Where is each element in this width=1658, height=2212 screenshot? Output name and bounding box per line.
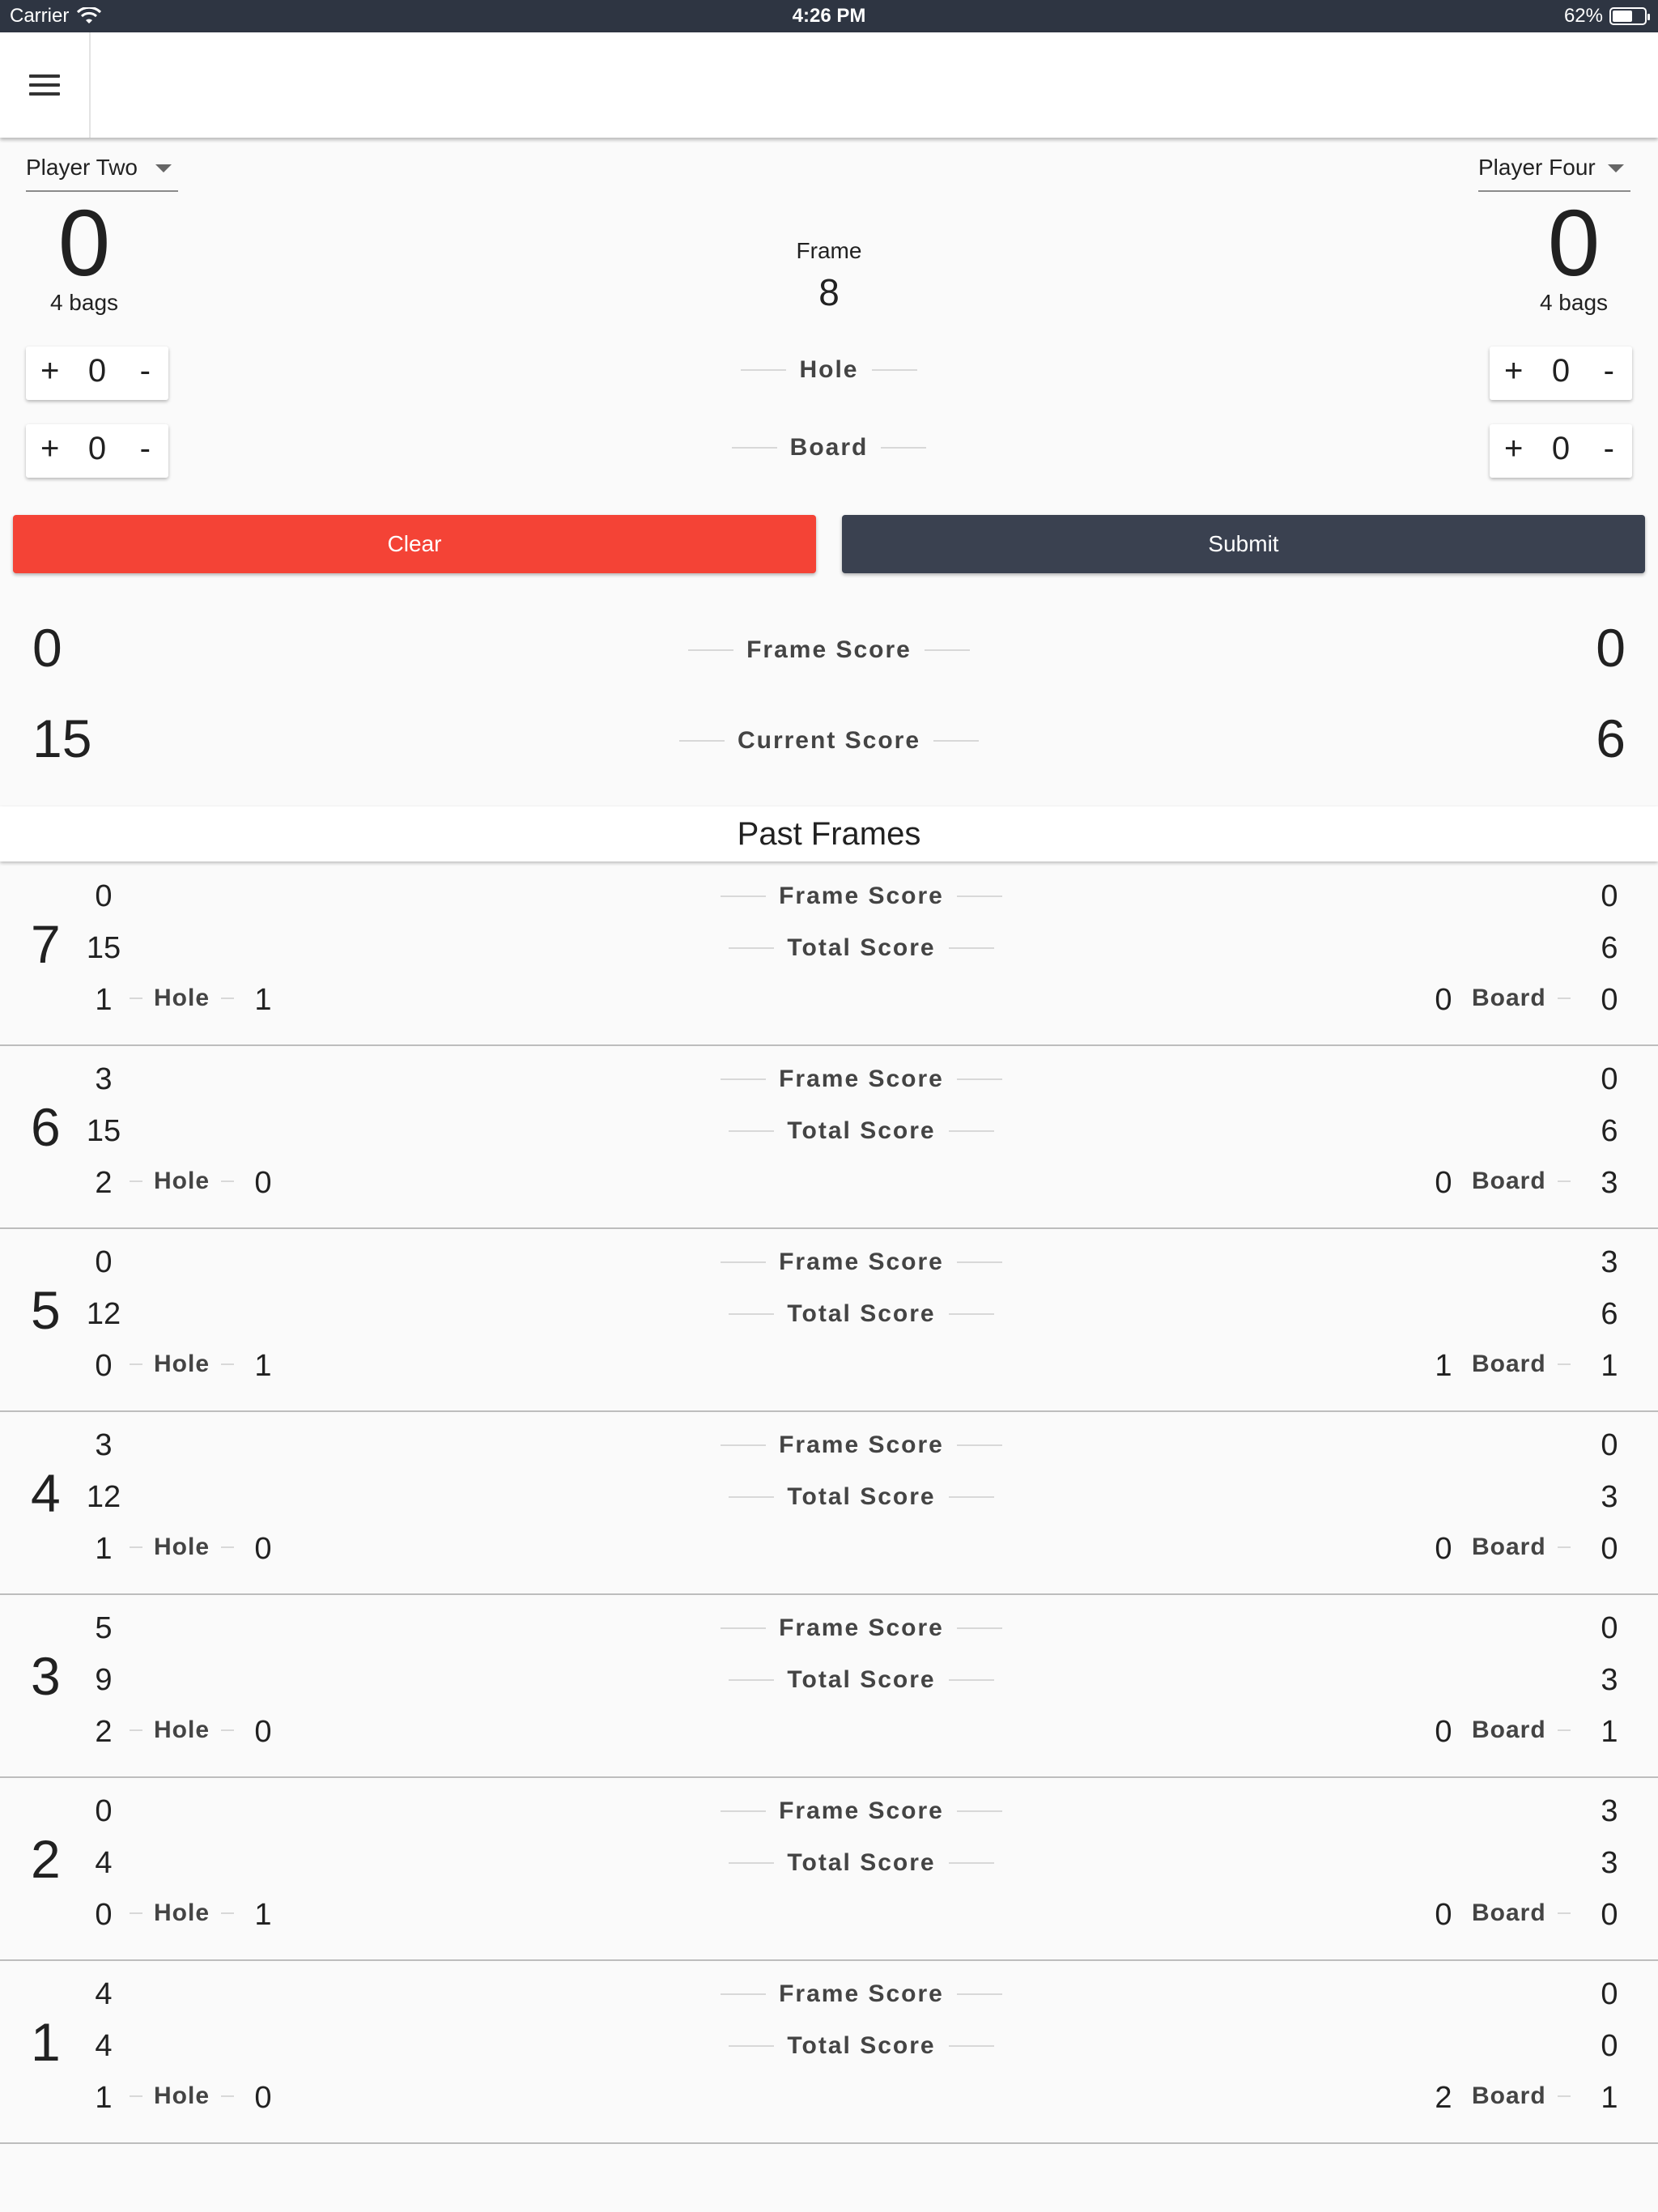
app-bar (0, 32, 1658, 138)
right-board-value: 0 (1551, 431, 1571, 466)
past-frame-score-divider (0, 1614, 1658, 1642)
frame-score-label-text: Frame Score (779, 1066, 944, 1092)
left-past-board-count: 1 (95, 2081, 113, 2115)
right-player-select[interactable] (1478, 148, 1630, 192)
left-past-board-count: 2 (95, 1166, 113, 1200)
frame-label: Frame (796, 238, 862, 263)
past-frame-row (0, 1778, 1658, 1961)
past-frame-score-divider (0, 1249, 1658, 1276)
past-frame-number: 5 (31, 1280, 61, 1340)
right-past-total-score: 6 (1601, 1297, 1618, 1331)
left-past-total-score: 4 (95, 1846, 113, 1880)
past-frame-row (0, 1595, 1658, 1778)
past-board-label (1472, 2082, 1571, 2110)
right-past-board-count: 1 (1601, 1715, 1618, 1749)
right-past-total-score: 6 (1601, 931, 1618, 965)
left-past-board-count: 1 (95, 1532, 113, 1566)
board-label-text: Board (1472, 1716, 1546, 1743)
left-player-bags: 4 bags (49, 290, 119, 315)
frame-score-label-text: Frame Score (779, 883, 944, 909)
carrier-label: Carrier (10, 5, 70, 27)
left-past-hole-count: 1 (254, 983, 272, 1017)
right-past-frame-score: 0 (1601, 1062, 1618, 1096)
hole-label-text: Hole (154, 1534, 210, 1560)
past-hole-label (130, 985, 234, 1012)
frame-score-label-text: Frame Score (779, 1797, 944, 1824)
right-past-total-score: 3 (1601, 1480, 1618, 1514)
hole-label-text: Hole (154, 1716, 210, 1743)
frame-score-label-text: Frame Score (779, 1614, 944, 1641)
past-frame-score-divider (0, 1797, 1658, 1825)
past-frame-number: 7 (31, 914, 61, 974)
total-score-label-text: Total Score (787, 2032, 936, 2059)
right-player-bags: 4 bags (1539, 290, 1609, 315)
past-hole-label (130, 1899, 234, 1927)
left-past-frame-score: 0 (95, 1794, 113, 1828)
past-total-score-divider (0, 1117, 1658, 1145)
right-past-hole-count: 0 (1435, 1898, 1452, 1932)
past-hole-label (130, 1534, 234, 1561)
past-frame-row (0, 1961, 1658, 2144)
right-past-hole-count: 0 (1435, 1715, 1452, 1749)
right-past-hole-count: 2 (1435, 2081, 1452, 2115)
hole-label-text: Hole (154, 1351, 210, 1377)
frame-number: 8 (818, 271, 840, 313)
right-past-board-count: 1 (1601, 2081, 1618, 2115)
frame-score-label-text: Frame Score (779, 1249, 944, 1275)
past-frame-number: 4 (31, 1463, 61, 1523)
total-score-label-text: Total Score (787, 1666, 936, 1693)
left-past-total-score: 15 (86, 1114, 121, 1148)
total-score-label-text: Total Score (787, 1849, 936, 1876)
right-past-frame-score: 0 (1601, 1977, 1618, 2011)
past-frame-row (0, 1229, 1658, 1412)
left-past-frame-score: 0 (95, 879, 113, 913)
hole-label-text: Hole (154, 985, 210, 1011)
right-past-board-count: 0 (1601, 983, 1618, 1017)
left-past-hole-count: 0 (254, 1715, 272, 1749)
left-frame-score: 0 (32, 618, 62, 678)
left-current-score: 15 (32, 708, 92, 768)
chevron-down-icon (155, 164, 172, 172)
past-frame-number: 6 (31, 1097, 61, 1157)
left-past-total-score: 12 (86, 1480, 121, 1514)
hole-divider (0, 356, 1658, 384)
past-board-label (1472, 1168, 1571, 1195)
board-label-text: Board (1472, 985, 1546, 1011)
past-frame-score-divider (0, 1980, 1658, 2008)
past-board-label (1472, 985, 1571, 1012)
past-frame-number: 1 (31, 2012, 61, 2072)
right-past-frame-score: 0 (1601, 1611, 1618, 1645)
left-player-score: 0 (57, 190, 111, 296)
left-player-select[interactable] (26, 148, 178, 192)
left-player-name: Player Two (26, 155, 138, 180)
left-past-board-count: 2 (95, 1715, 113, 1749)
right-board-stepper (1490, 424, 1632, 478)
past-frame-row (0, 1412, 1658, 1595)
left-board-plus-button[interactable]: + (40, 431, 60, 466)
right-past-total-score: 3 (1601, 1846, 1618, 1880)
clear-button[interactable]: Clear (13, 515, 816, 573)
hole-label-text: Hole (154, 2082, 210, 2109)
right-past-total-score: 3 (1601, 1663, 1618, 1697)
past-total-score-divider (0, 934, 1658, 962)
right-hole-stepper (1490, 347, 1632, 400)
left-past-frame-score: 5 (95, 1611, 113, 1645)
left-past-hole-count: 0 (254, 1166, 272, 1200)
past-total-score-divider (0, 1300, 1658, 1328)
right-current-score: 6 (1596, 708, 1626, 768)
left-past-hole-count: 0 (254, 1532, 272, 1566)
status-time: 4:26 PM (792, 5, 866, 27)
frame-score-label: Frame Score (746, 636, 912, 663)
right-hole-value: 0 (1551, 353, 1571, 389)
total-score-label-text: Total Score (787, 1483, 936, 1510)
past-frame-score-divider (0, 1066, 1658, 1093)
right-past-hole-count: 1 (1435, 1349, 1452, 1383)
frame-score-label-text: Frame Score (779, 1980, 944, 2007)
chevron-down-icon (1608, 164, 1624, 172)
past-frame-number: 2 (31, 1829, 61, 1889)
left-past-total-score: 4 (95, 2029, 113, 2063)
right-past-frame-score: 3 (1601, 1794, 1618, 1828)
left-past-board-count: 0 (95, 1898, 113, 1932)
past-total-score-divider (0, 1849, 1658, 1877)
current-score-label: Current Score (737, 727, 921, 754)
past-hole-label (130, 1716, 234, 1744)
past-frame-row (0, 1046, 1658, 1229)
left-past-total-score: 15 (86, 931, 121, 965)
left-hole-plus-button[interactable]: + (40, 353, 60, 389)
battery-icon (1609, 7, 1647, 25)
past-total-score-divider (0, 1666, 1658, 1694)
right-past-total-score: 0 (1601, 2029, 1618, 2063)
current-score-divider (0, 727, 1658, 755)
right-past-board-count: 0 (1601, 1898, 1618, 1932)
submit-button[interactable]: Submit (842, 515, 1645, 573)
right-past-board-count: 0 (1601, 1532, 1618, 1566)
right-player-score: 0 (1547, 190, 1601, 296)
left-past-hole-count: 0 (254, 2081, 272, 2115)
past-frames-title: Past Frames (0, 806, 1658, 861)
left-hole-value: 0 (87, 353, 107, 389)
battery-fill (1613, 11, 1632, 22)
past-board-label (1472, 1351, 1571, 1378)
battery-info (1564, 5, 1647, 28)
status-bar (0, 0, 1658, 32)
left-past-total-score: 9 (95, 1663, 113, 1697)
left-past-hole-count: 1 (254, 1898, 272, 1932)
right-past-total-score: 6 (1601, 1114, 1618, 1148)
past-hole-label (130, 1351, 234, 1378)
left-past-frame-score: 0 (95, 1245, 113, 1279)
board-divider (0, 434, 1658, 462)
left-past-board-count: 1 (95, 983, 113, 1017)
right-board-minus-button[interactable]: - (1603, 431, 1614, 466)
right-past-board-count: 1 (1601, 1349, 1618, 1383)
past-board-label (1472, 1716, 1571, 1744)
right-board-plus-button[interactable]: + (1504, 431, 1524, 466)
past-frame-number: 3 (31, 1646, 61, 1706)
hole-label-text: Hole (154, 1899, 210, 1926)
left-board-value: 0 (87, 431, 107, 466)
left-past-frame-score: 3 (95, 1062, 113, 1096)
right-past-frame-score: 3 (1601, 1245, 1618, 1279)
right-player-name: Player Four (1478, 155, 1596, 180)
right-past-board-count: 3 (1601, 1166, 1618, 1200)
left-past-frame-score: 3 (95, 1428, 113, 1462)
past-total-score-divider (0, 2032, 1658, 2060)
right-past-hole-count: 0 (1435, 983, 1452, 1017)
past-frame-score-divider (0, 1431, 1658, 1459)
battery-percent: 62% (1563, 5, 1603, 27)
past-frame-row (0, 863, 1658, 1046)
right-past-hole-count: 0 (1435, 1166, 1452, 1200)
past-hole-label (130, 1168, 234, 1195)
left-past-frame-score: 4 (95, 1977, 113, 2011)
board-label-text: Board (1472, 2082, 1546, 2109)
left-past-hole-count: 1 (254, 1349, 272, 1383)
past-total-score-divider (0, 1483, 1658, 1511)
right-past-frame-score: 0 (1601, 879, 1618, 913)
total-score-label-text: Total Score (787, 934, 936, 961)
left-past-board-count: 0 (95, 1349, 113, 1383)
left-hole-minus-button[interactable]: - (139, 353, 151, 389)
frame-score-label-text: Frame Score (779, 1431, 944, 1458)
right-past-frame-score: 0 (1601, 1428, 1618, 1462)
past-frame-score-divider (0, 883, 1658, 910)
past-board-label (1472, 1534, 1571, 1561)
past-board-label (1472, 1899, 1571, 1927)
right-frame-score: 0 (1596, 618, 1626, 678)
hamburger-menu-icon (29, 74, 60, 96)
total-score-label-text: Total Score (787, 1300, 936, 1327)
right-hole-plus-button[interactable]: + (1504, 353, 1524, 389)
hole-label-text: Hole (154, 1168, 210, 1194)
board-label-text: Board (1472, 1899, 1546, 1926)
frame-score-divider (0, 636, 1658, 664)
board-label-text: Board (1472, 1534, 1546, 1560)
board-label-text: Board (1472, 1168, 1546, 1194)
left-past-total-score: 12 (86, 1297, 121, 1331)
board-label-text: Board (1472, 1351, 1546, 1377)
left-board-minus-button[interactable]: - (139, 431, 151, 466)
right-hole-minus-button[interactable]: - (1603, 353, 1614, 389)
menu-button[interactable] (0, 32, 91, 138)
right-past-hole-count: 0 (1435, 1532, 1452, 1566)
board-label: Board (789, 434, 869, 461)
hole-label: Hole (799, 356, 859, 383)
total-score-label-text: Total Score (787, 1117, 936, 1144)
past-hole-label (130, 2082, 234, 2110)
